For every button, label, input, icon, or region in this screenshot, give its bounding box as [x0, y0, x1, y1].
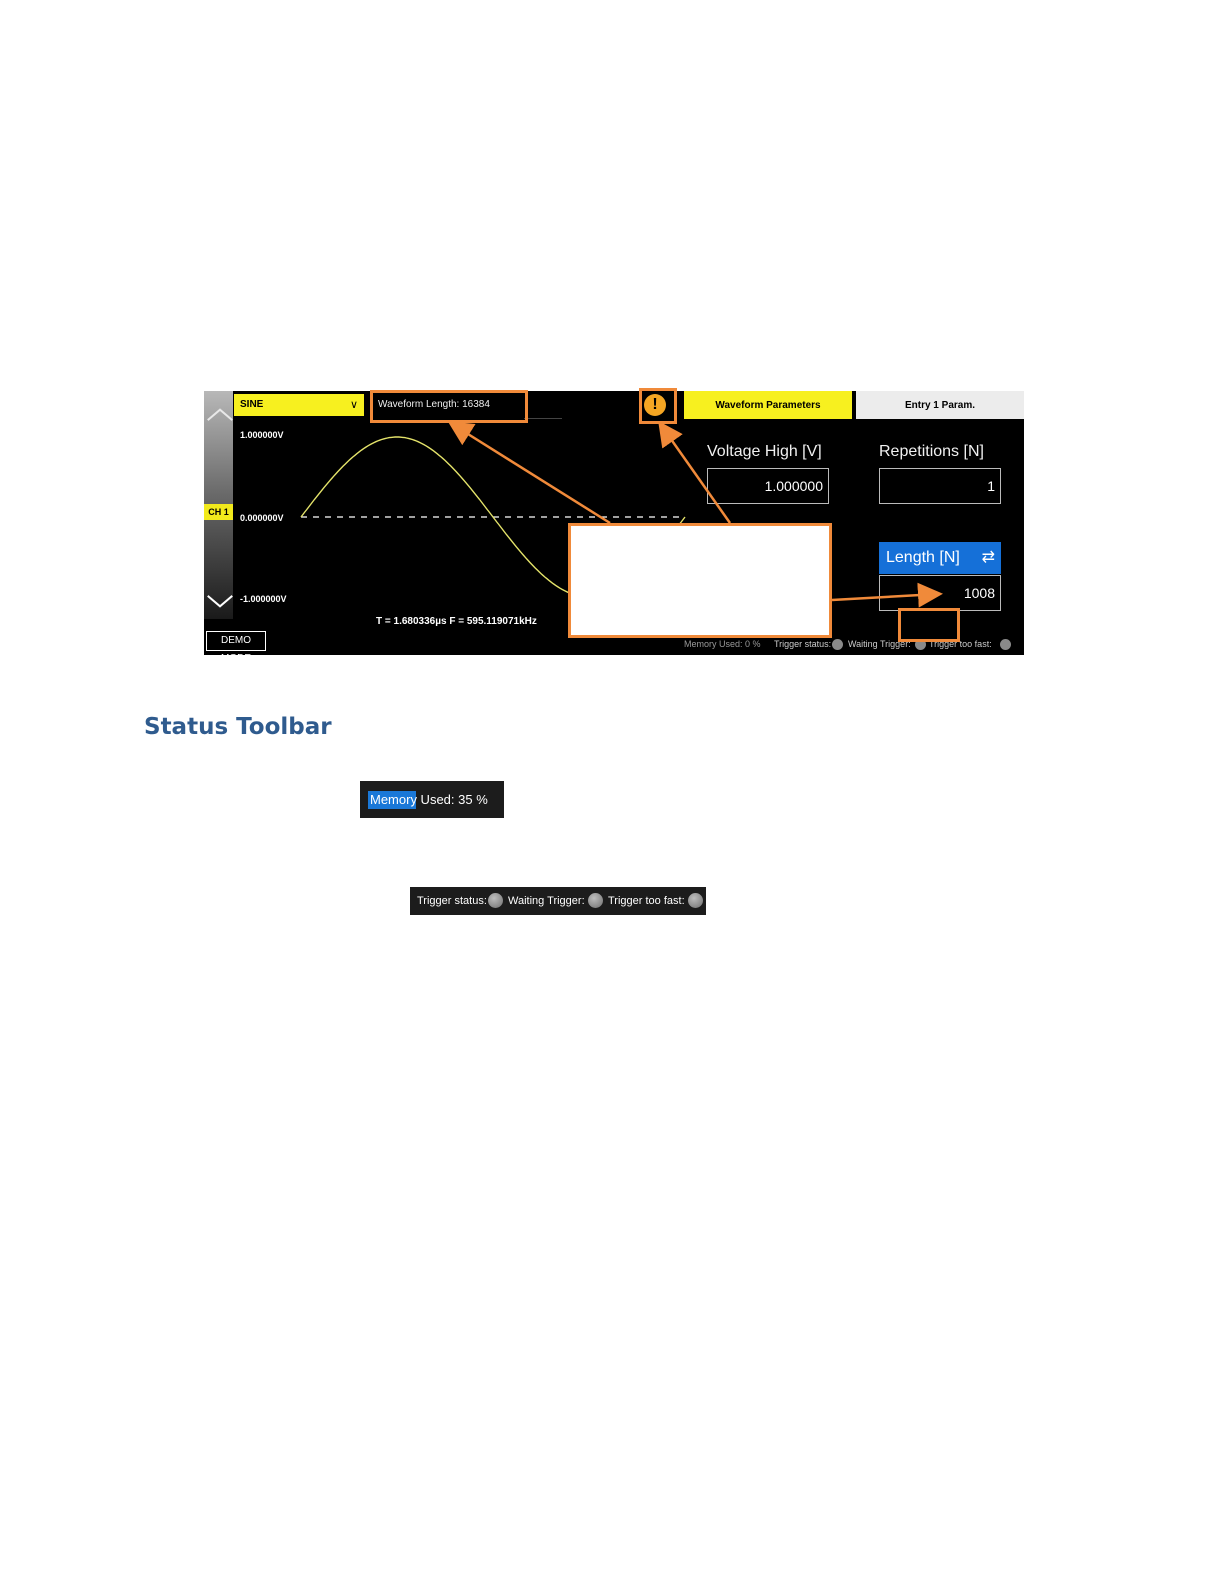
warning-icon[interactable]: ! — [644, 394, 666, 416]
waveform-select-value: SINE — [240, 399, 264, 410]
waiting-trigger-indicator — [588, 893, 603, 908]
waiting-trigger-label: Waiting Trigger: — [508, 895, 585, 907]
arrow-to-warning — [661, 425, 730, 523]
channel-badge[interactable]: CH 1 — [204, 504, 233, 520]
arrow-to-waveform-length — [452, 424, 610, 523]
voltage-high-field[interactable]: 1.000000 — [707, 468, 829, 504]
y-label-mid: 0.000000V — [240, 513, 284, 523]
y-label-bottom: -1.000000V — [240, 594, 287, 604]
trigger-status-toolbar — [410, 887, 706, 915]
trigger-status-label: Trigger status: — [774, 639, 832, 649]
period-frequency-readout: T = 1.680336µs F = 595.119071kHz — [376, 616, 537, 627]
y-label-top: 1.000000V — [240, 430, 284, 440]
memory-used-toolbar — [360, 781, 504, 818]
chevron-down-icon: ∨ — [349, 399, 358, 411]
length-field[interactable]: 1008 — [879, 575, 1001, 611]
demo-mode-button[interactable]: DEMO MODE — [206, 631, 266, 651]
trigger-status-indicator — [488, 893, 503, 908]
waiting-trigger-label: Waiting Trigger: — [848, 639, 911, 649]
tab-waveform-parameters[interactable]: Waveform Parameters — [684, 391, 852, 419]
length-label: Length [N] — [886, 549, 960, 566]
voltage-high-label: Voltage High [V] — [707, 443, 822, 460]
trigger-too-fast-indicator — [688, 893, 703, 908]
repetitions-label: Repetitions [N] — [879, 443, 984, 460]
tab-entry-param[interactable]: Entry 1 Param. — [856, 391, 1024, 419]
trigger-too-fast-label: Trigger too fast: — [929, 639, 992, 649]
waveform-length-readout: Waveform Length: 16384 — [378, 399, 490, 410]
trigger-status-label: Trigger status: — [417, 895, 487, 907]
arrow-to-length — [832, 594, 938, 600]
trigger-too-fast-label: Trigger too fast: — [608, 895, 685, 907]
callout-box — [568, 523, 832, 638]
section-title: Status Toolbar — [144, 714, 332, 740]
memory-used-readout: Memory Used: 0 % — [684, 639, 761, 649]
chevron-down-icon[interactable]: ﹀ — [207, 595, 234, 625]
swap-icon: ⇄ — [981, 549, 995, 566]
chevron-up-icon[interactable]: ︿ — [207, 395, 234, 425]
repetitions-field[interactable]: 1 — [879, 468, 1001, 504]
memory-used-label: Memory Used: 35 % — [370, 792, 488, 807]
